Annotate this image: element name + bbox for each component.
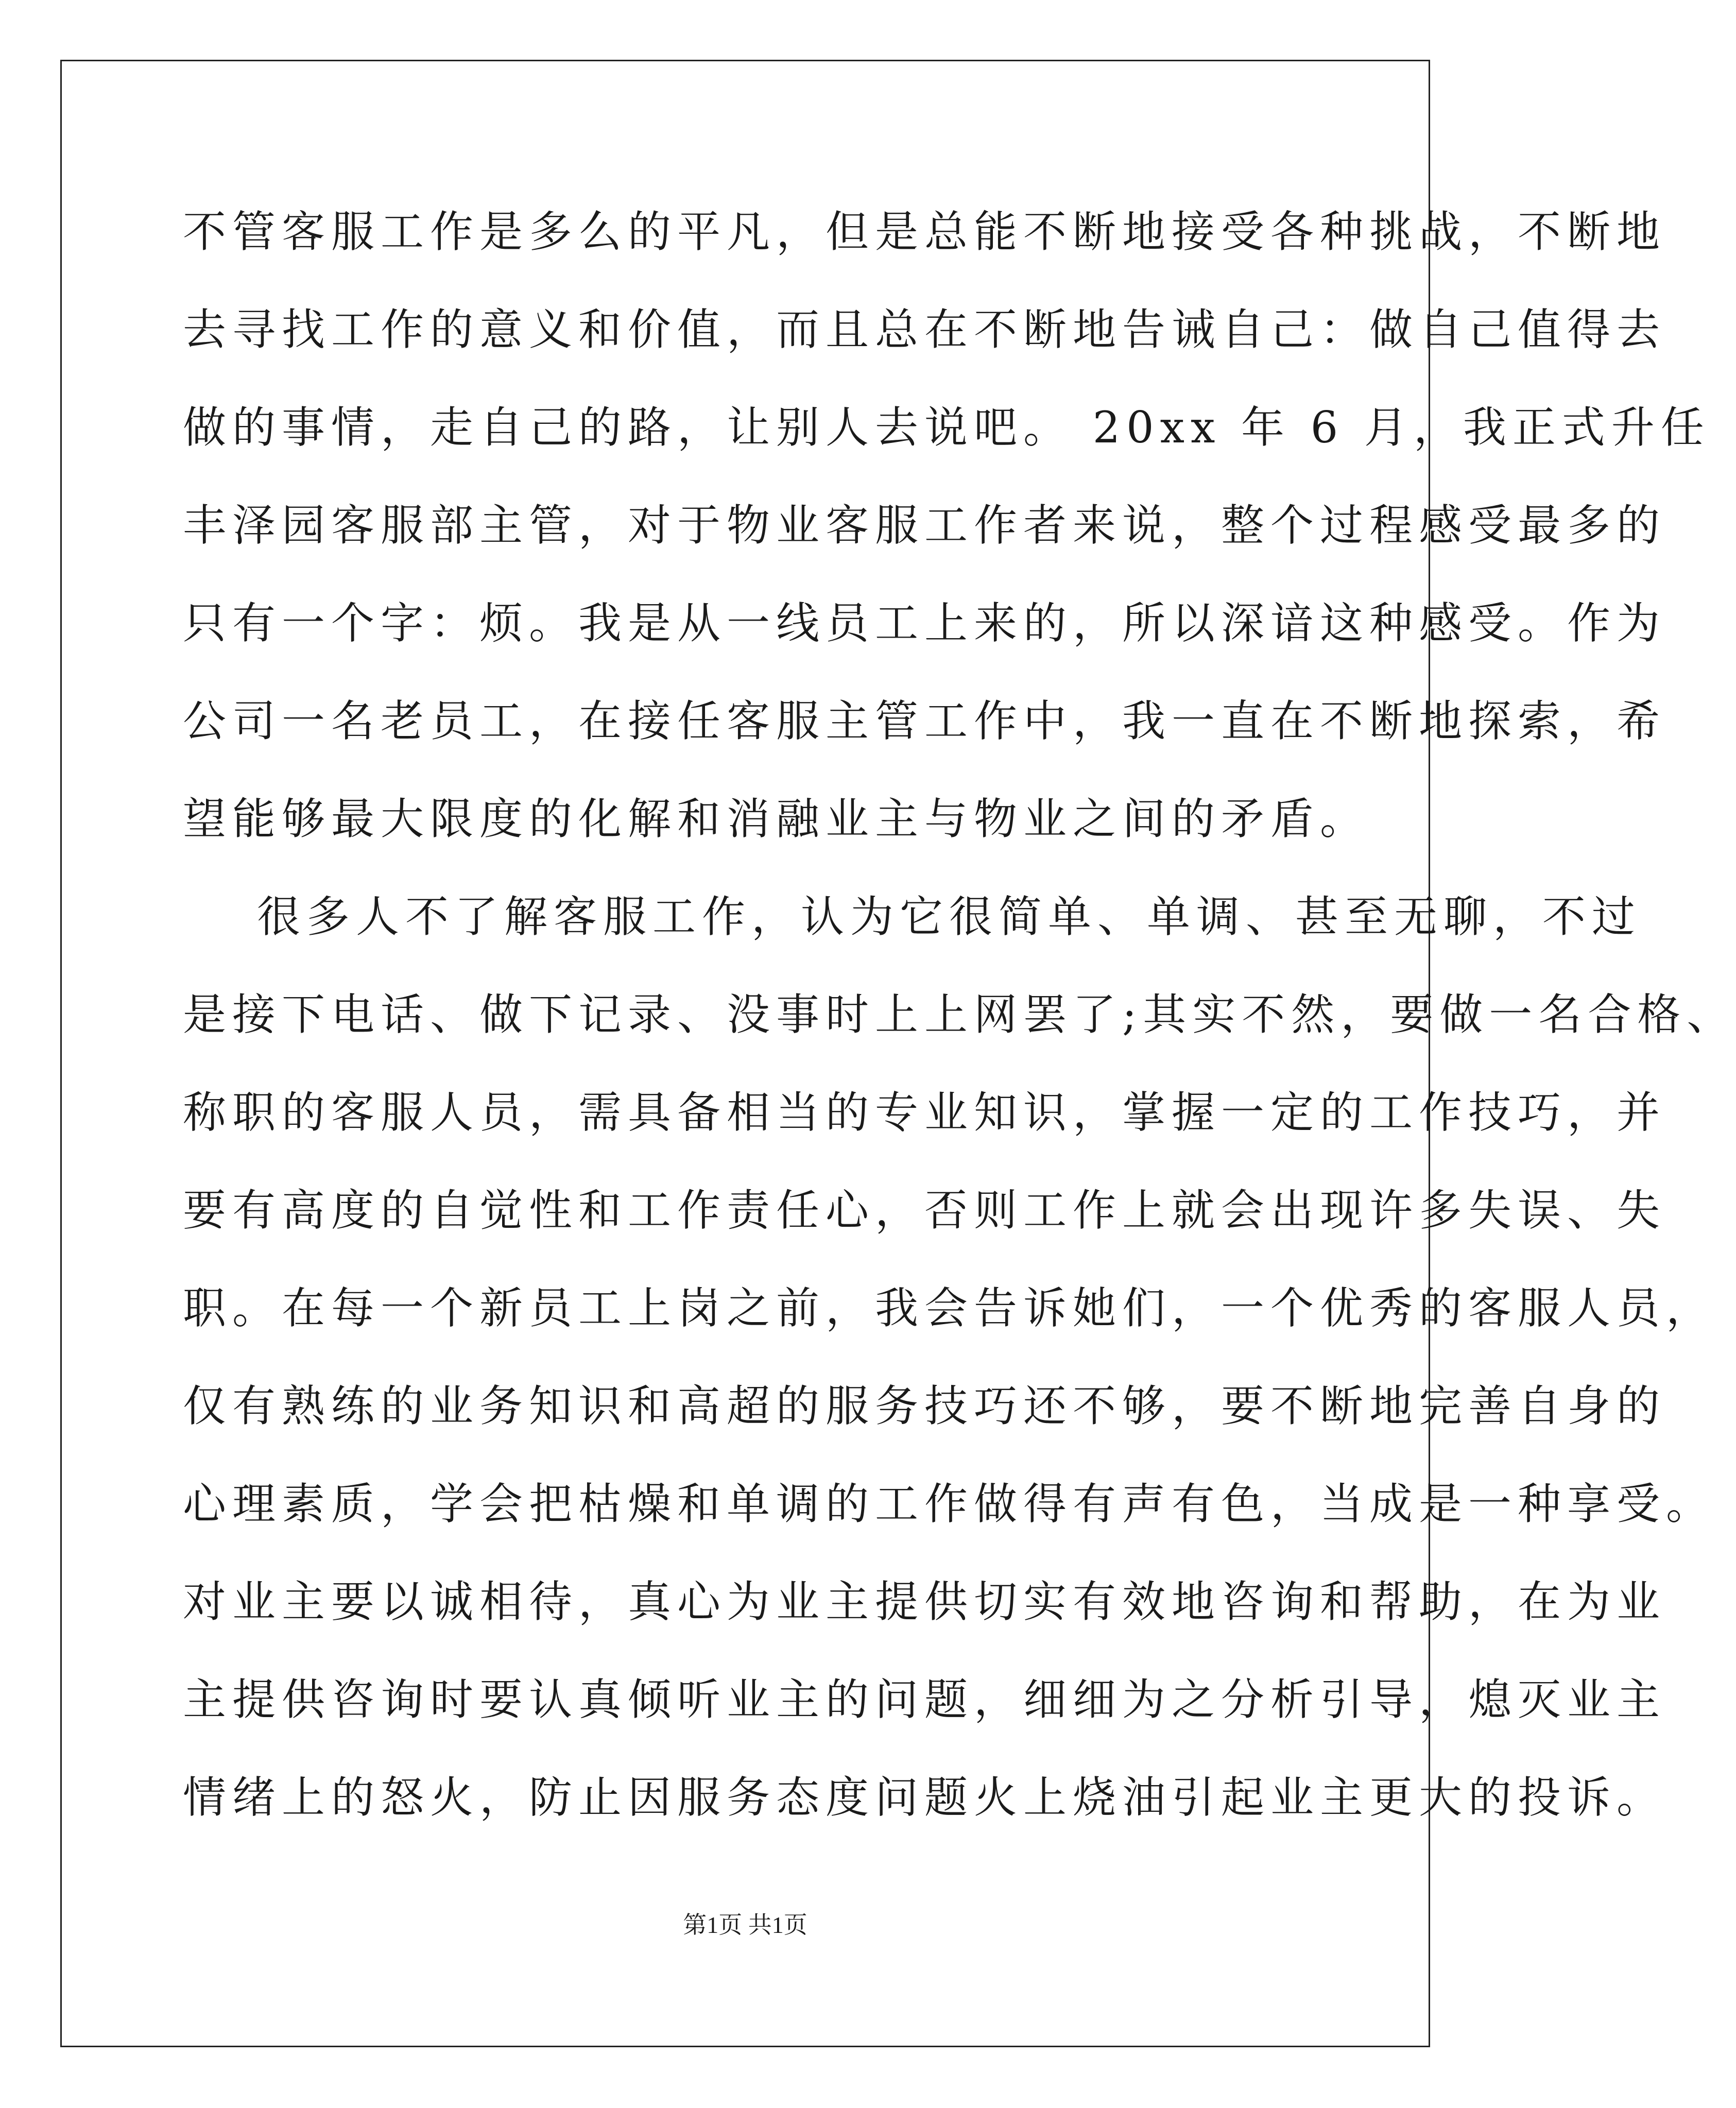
text-line: 对业主要以诚相待，真心为业主提供切实有效地咨询和帮助，在为业: [183, 1576, 1666, 1627]
text-line: 主提供咨询时要认真倾听业主的问题，细细为之分析引导，熄灭业主: [183, 1674, 1666, 1725]
text-line: 仅有熟练的业务知识和高超的服务技巧还不够，要不断地完善自身的: [183, 1381, 1666, 1431]
text-line: 要有高度的自觉性和工作责任心，否则工作上就会出现许多失误、失: [183, 1185, 1666, 1236]
page-number-footer: 第1页 共1页: [683, 1912, 807, 1938]
text-line: 只有一个字：烦。我是从一线员工上来的，所以深谙这种感受。作为: [183, 598, 1666, 648]
text-line: 做的事情，走自己的路，让别人去说吧。 20xx 年 6 月，我正式升任: [183, 402, 1710, 453]
text-line: 心理素质，学会把枯燥和单调的工作做得有声有色，当成是一种享受。: [183, 1479, 1716, 1529]
text-line: 情绪上的怒火，防止因服务态度问题火上烧油引起业主更大的投诉。: [183, 1772, 1666, 1823]
text-line: 称职的客服人员，需具备相当的专业知识，掌握一定的工作技巧，并: [183, 1087, 1666, 1138]
page-border: [60, 60, 1430, 2047]
text-line: 不管客服工作是多么的平凡，但是总能不断地接受各种挑战，不断地: [183, 207, 1666, 257]
text-line: 丰泽园客服部主管，对于物业客服工作者来说，整个过程感受最多的: [183, 500, 1666, 551]
text-line: 职。在每一个新员工上岗之前，我会告诉她们，一个优秀的客服人员，: [183, 1283, 1716, 1333]
text-line: 是接下电话、做下记录、没事时上上网罢了;其实不然，要做一名合格、: [183, 989, 1736, 1040]
text-line: 公司一名老员工，在接任客服主管工作中，我一直在不断地探索，希: [183, 696, 1666, 746]
paragraph-first-line: 很多人不了解客服工作，认为它很简单、单调、甚至无聊，不过: [257, 892, 1642, 942]
text-line: 望能够最大限度的化解和消融业主与物业之间的矛盾。: [183, 794, 1370, 844]
text-line: 去寻找工作的意义和价值，而且总在不断地告诫自己：做自己值得去: [183, 304, 1666, 355]
